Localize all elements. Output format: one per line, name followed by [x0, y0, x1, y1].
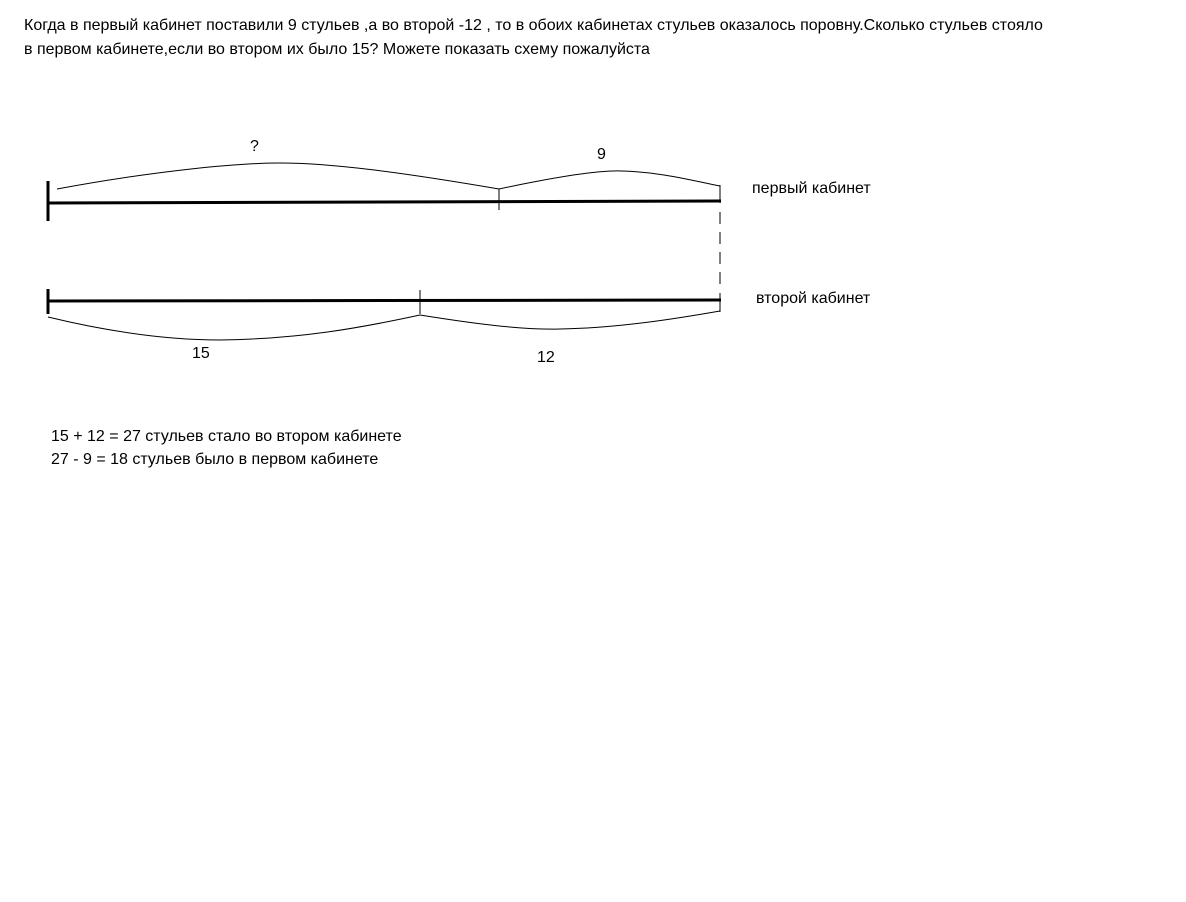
second-room-segment [48, 289, 871, 366]
solution [51, 425, 402, 471]
first-room-segment [48, 138, 871, 221]
first-room-unknown-brace [57, 163, 499, 189]
first-room-line [48, 201, 721, 203]
problem-line-2: в первом кабинете,если во втором их было 15? Можете показать схему пожалуйста [24, 41, 650, 58]
second-room-line [48, 300, 721, 301]
first-room-label: первый кабинет [752, 180, 871, 197]
second-room-initial-label: 15 [192, 345, 210, 362]
solution-step-2: 27 - 9 = 18 стульев было в первом кабинете [51, 451, 379, 468]
first-room-added-brace [499, 171, 720, 189]
second-room-initial-brace [48, 315, 420, 340]
second-room-added-label: 12 [537, 349, 555, 366]
second-room-label: второй кабинет [756, 290, 871, 307]
problem-line-1: Когда в первый кабинет поставили 9 стульев ,а во второй -12 , то в обоих кабинетах стульев оказалось поровну.Сколько стульев стояло [24, 17, 1043, 34]
solution-step-1: 15 + 12 = 27 стульев стало во втором кабинете [51, 428, 402, 445]
second-room-added-brace [420, 311, 720, 329]
first-room-unknown-label: ? [250, 138, 259, 155]
first-room-added-label: 9 [597, 146, 606, 163]
